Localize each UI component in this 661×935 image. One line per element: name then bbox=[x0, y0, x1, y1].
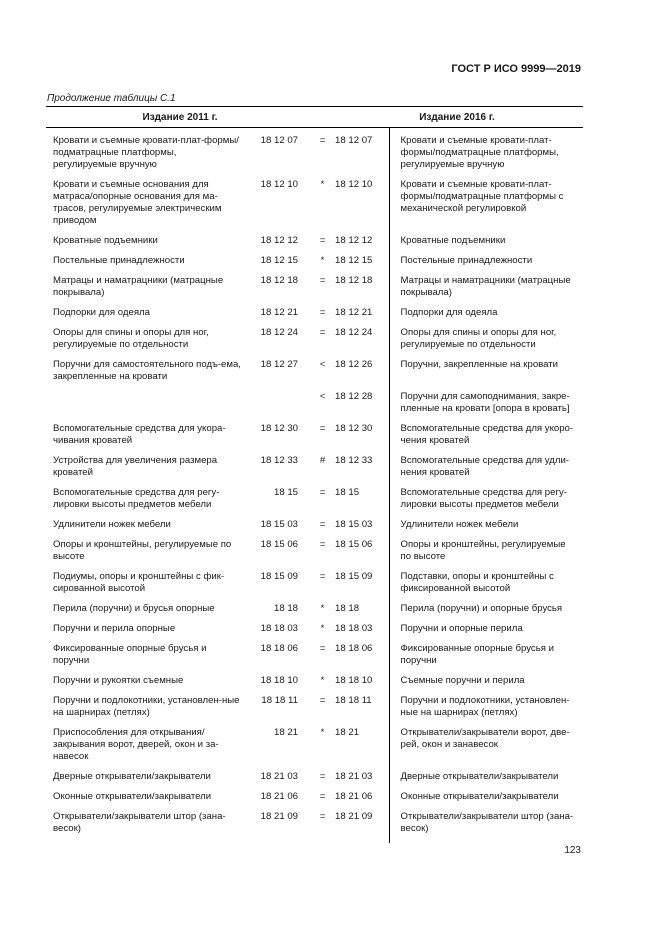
old-code-cell: 18 15 09 bbox=[260, 571, 299, 582]
table-row bbox=[46, 391, 583, 423]
old-name-cell: Постельные принадлежности bbox=[53, 255, 185, 266]
old-name-cell: Кроватные подъемники bbox=[53, 235, 158, 246]
new-code-cell: 18 12 07 bbox=[335, 135, 373, 146]
old-code-cell bbox=[246, 391, 314, 423]
table-row bbox=[46, 623, 583, 643]
new-name-cell: Кровати и съемные кровати-плат-формы/подматрацные платформы, регулируемые вручную bbox=[389, 135, 583, 179]
new-name-cell: Перила (поручни) и опорные брусья bbox=[389, 603, 583, 623]
new-code-cell: 18 18 11 bbox=[335, 695, 372, 706]
old-name-cell: Приспособления для открывания/ закрывания ворот, дверей, окон и за-навесок bbox=[53, 727, 219, 762]
relation-sign-cell: * bbox=[320, 179, 325, 190]
new-name-cell: Подставки, опоры и кронштейны с фиксированной высотой bbox=[389, 571, 583, 603]
relation-sign-cell: = bbox=[319, 235, 326, 246]
table-row bbox=[46, 455, 583, 487]
new-name-cell: Открыватели/закрыватели штор (зана-весок) bbox=[389, 811, 583, 843]
table-row bbox=[46, 179, 583, 235]
old-name-cell: Поручни и подлокотники, установлен-ные на шарнирах (петлях) bbox=[53, 695, 240, 718]
old-name-cell: Поручни для самостоятельного подъ-ема, закрепленные на кровати bbox=[53, 359, 241, 382]
old-name-cell: Матрацы и наматрацники (матрацные покрывала) bbox=[53, 275, 224, 298]
new-code-cell: 18 18 03 bbox=[335, 623, 373, 634]
table-row bbox=[46, 487, 583, 519]
table-row bbox=[46, 519, 583, 539]
new-name-cell: Опоры для спины и опоры для ног, регулируемые по отдельности bbox=[389, 327, 583, 359]
new-code-cell: 18 18 10 bbox=[335, 675, 373, 686]
relation-sign-cell: < bbox=[319, 359, 326, 370]
table-row bbox=[46, 771, 583, 791]
table-row bbox=[46, 603, 583, 623]
old-name-cell: Опоры и кронштейны, регулируемые по высоте bbox=[53, 539, 232, 562]
new-name-cell: Поручни для самоподнимания, закре-пленные на кровати [опора в кровать] bbox=[389, 391, 583, 423]
new-code-cell: 18 12 21 bbox=[335, 307, 373, 318]
old-name-cell bbox=[46, 391, 246, 423]
old-code-cell: 18 15 03 bbox=[260, 519, 299, 530]
new-code-cell: 18 21 09 bbox=[335, 811, 373, 822]
new-name-cell: Кровати и съемные кровати-плат-формы/подматрацные платформы с механической регулировкой bbox=[389, 179, 583, 235]
table-row bbox=[46, 571, 583, 603]
new-name-cell: Дверные открыватели/закрыватели bbox=[389, 771, 583, 791]
old-code-cell: 18 21 03 bbox=[260, 771, 299, 782]
relation-sign-cell: = bbox=[319, 791, 326, 802]
new-name-cell: Матрацы и наматрацники (матрацные покрывала) bbox=[389, 275, 583, 307]
table-row bbox=[46, 811, 583, 843]
new-name-cell: Поручни и подлокотники, установлен-ные на шарнирах (петлях) bbox=[389, 695, 583, 727]
relation-sign-cell: * bbox=[320, 603, 325, 614]
table-row bbox=[46, 327, 583, 359]
table-row bbox=[46, 675, 583, 695]
new-code-cell: 18 21 06 bbox=[335, 791, 373, 802]
relation-sign-cell: = bbox=[319, 487, 326, 498]
new-code-cell: 18 12 28 bbox=[335, 391, 373, 402]
old-code-cell: 18 12 10 bbox=[260, 179, 299, 190]
new-code-cell: 18 12 12 bbox=[335, 235, 373, 246]
relation-sign-cell: = bbox=[319, 571, 326, 582]
relation-sign-cell: * bbox=[320, 727, 325, 738]
relation-sign-cell: = bbox=[319, 135, 326, 146]
new-name-cell: Кроватные подъемники bbox=[389, 235, 583, 255]
new-name-cell: Поручни и опорные перила bbox=[389, 623, 583, 643]
old-code-cell: 18 21 06 bbox=[260, 791, 299, 802]
table-row bbox=[46, 255, 583, 275]
old-code-cell: 18 12 07 bbox=[260, 135, 299, 146]
new-code-cell: 18 15 03 bbox=[335, 519, 373, 530]
relation-sign-cell: # bbox=[319, 455, 326, 466]
page-number: 123 bbox=[564, 845, 581, 856]
new-code-cell: 18 12 33 bbox=[335, 455, 373, 466]
old-name-cell: Кровати и съемные основания для матраса/опорные основания для ма-трасов, регулируемые электрическим приводом bbox=[53, 179, 222, 226]
relation-sign-cell: * bbox=[320, 255, 325, 266]
table-row bbox=[46, 359, 583, 391]
new-name-cell: Опоры и кронштейны, регулируемые по высоте bbox=[389, 539, 583, 571]
old-code-cell: 18 12 27 bbox=[260, 359, 299, 370]
old-name-cell: Перила (поручни) и брусья опорные bbox=[53, 603, 215, 614]
new-code-cell: 18 12 24 bbox=[335, 327, 373, 338]
old-code-cell: 18 21 bbox=[274, 727, 299, 738]
new-name-cell: Удлинители ножек мебели bbox=[389, 519, 583, 539]
old-code-cell: 18 18 03 bbox=[260, 623, 299, 634]
header-edition-2016: Издание 2016 г. bbox=[331, 107, 583, 128]
old-name-cell: Подиумы, опоры и кронштейны с фик-сированной высотой bbox=[53, 571, 225, 594]
relation-sign-cell: = bbox=[319, 539, 326, 550]
new-name-cell: Открыватели/закрыватели ворот, две-рей, окон и занавесок bbox=[389, 727, 583, 771]
old-name-cell: Поручни и рукоятки съемные bbox=[53, 675, 184, 686]
header-edition-2011: Издание 2011 г. bbox=[46, 107, 314, 128]
new-code-cell: 18 12 15 bbox=[335, 255, 373, 266]
relation-sign-cell: * bbox=[320, 623, 325, 634]
old-name-cell: Подпорки для одеяла bbox=[53, 307, 150, 318]
table-row bbox=[46, 695, 583, 727]
old-name-cell: Кровати и съемные кровати-плат-формы/подматрацные платформы, регулируемые вручную bbox=[53, 135, 239, 170]
new-name-cell: Фиксированные опорные брусья и поручни bbox=[389, 643, 583, 675]
relation-sign-cell: = bbox=[319, 423, 326, 434]
relation-sign-cell: = bbox=[319, 771, 326, 782]
new-name-cell: Вспомогательные средства для укоро-чения кроватей bbox=[389, 423, 583, 455]
table-row bbox=[46, 539, 583, 571]
relation-sign-cell: * bbox=[320, 675, 325, 686]
new-name-cell: Вспомогательные средства для регу-лировки высоты предметов мебели bbox=[389, 487, 583, 519]
new-code-cell: 18 21 03 bbox=[335, 771, 373, 782]
table-row bbox=[46, 307, 583, 327]
old-name-cell: Удлинители ножек мебели bbox=[53, 519, 171, 530]
new-name-cell: Подпорки для одеяла bbox=[389, 307, 583, 327]
new-name-cell: Оконные открыватели/закрыватели bbox=[389, 791, 583, 811]
old-name-cell: Открыватели/закрыватели штор (зана-весок) bbox=[53, 811, 226, 834]
new-code-cell: 18 15 06 bbox=[335, 539, 373, 550]
header-spacer bbox=[314, 107, 331, 128]
relation-sign-cell: < bbox=[319, 391, 326, 402]
old-code-cell: 18 12 24 bbox=[260, 327, 299, 338]
relation-sign-cell: = bbox=[319, 643, 326, 654]
table-row bbox=[46, 235, 583, 255]
old-code-cell: 18 12 12 bbox=[260, 235, 299, 246]
new-code-cell: 18 15 09 bbox=[335, 571, 373, 582]
table-row bbox=[46, 727, 583, 771]
table-row bbox=[46, 135, 583, 179]
relation-sign-cell: = bbox=[319, 327, 326, 338]
old-code-cell: 18 18 10 bbox=[260, 675, 299, 686]
table-row bbox=[46, 791, 583, 811]
relation-sign-cell: = bbox=[319, 307, 326, 318]
new-code-cell: 18 12 18 bbox=[335, 275, 373, 286]
old-name-cell: Устройства для увеличения размера кроватей bbox=[53, 455, 218, 478]
old-code-cell: 18 12 21 bbox=[260, 307, 299, 318]
new-code-cell: 18 12 26 bbox=[335, 359, 373, 370]
new-code-cell: 18 12 30 bbox=[335, 423, 373, 434]
old-code-cell: 18 12 15 bbox=[260, 255, 299, 266]
old-code-cell: 18 18 11 bbox=[261, 695, 299, 706]
table-header-row bbox=[46, 107, 583, 128]
old-code-cell: 18 12 18 bbox=[260, 275, 299, 286]
old-name-cell: Дверные открыватели/закрыватели bbox=[53, 771, 211, 782]
new-name-cell: Съемные поручни и перила bbox=[389, 675, 583, 695]
new-name-cell: Вспомогательные средства для удли-нения кроватей bbox=[389, 455, 583, 487]
old-code-cell: 18 18 bbox=[274, 603, 299, 614]
relation-sign-cell: = bbox=[319, 695, 326, 706]
new-code-cell: 18 12 10 bbox=[335, 179, 373, 190]
new-code-cell: 18 18 06 bbox=[335, 643, 373, 654]
old-name-cell: Оконные открыватели/закрыватели bbox=[53, 791, 212, 802]
old-code-cell: 18 12 33 bbox=[260, 455, 299, 466]
table-caption: Продолжение таблицы С.1 bbox=[47, 93, 176, 104]
new-code-cell: 18 18 bbox=[335, 603, 360, 614]
table-row bbox=[46, 643, 583, 675]
old-name-cell: Вспомогательные средства для укора-чивания кроватей bbox=[53, 423, 226, 446]
document-title: ГОСТ Р ИСО 9999—2019 bbox=[451, 63, 581, 75]
new-code-cell: 18 15 bbox=[335, 487, 360, 498]
old-code-cell: 18 12 30 bbox=[260, 423, 299, 434]
relation-sign-cell: = bbox=[319, 275, 326, 286]
table-row bbox=[46, 423, 583, 455]
new-name-cell: Постельные принадлежности bbox=[389, 255, 583, 275]
table-row bbox=[46, 275, 583, 307]
old-name-cell: Опоры для спины и опоры для ног, регулируемые по отдельности bbox=[53, 327, 209, 350]
old-code-cell: 18 18 06 bbox=[260, 643, 299, 654]
old-name-cell: Поручни и перила опорные bbox=[53, 623, 176, 634]
old-name-cell: Вспомогательные средства для регу-лировки высоты предметов мебели bbox=[53, 487, 220, 510]
relation-sign-cell: = bbox=[319, 519, 326, 530]
old-name-cell: Фиксированные опорные брусья и поручни bbox=[53, 643, 207, 666]
relation-sign-cell: = bbox=[319, 811, 326, 822]
old-code-cell: 18 15 bbox=[274, 487, 299, 498]
correspondence-table bbox=[46, 106, 583, 843]
old-code-cell: 18 21 09 bbox=[260, 811, 299, 822]
old-code-cell: 18 15 06 bbox=[260, 539, 299, 550]
new-code-cell: 18 21 bbox=[335, 727, 360, 738]
new-name-cell: Поручни, закрепленные на кровати bbox=[389, 359, 583, 391]
